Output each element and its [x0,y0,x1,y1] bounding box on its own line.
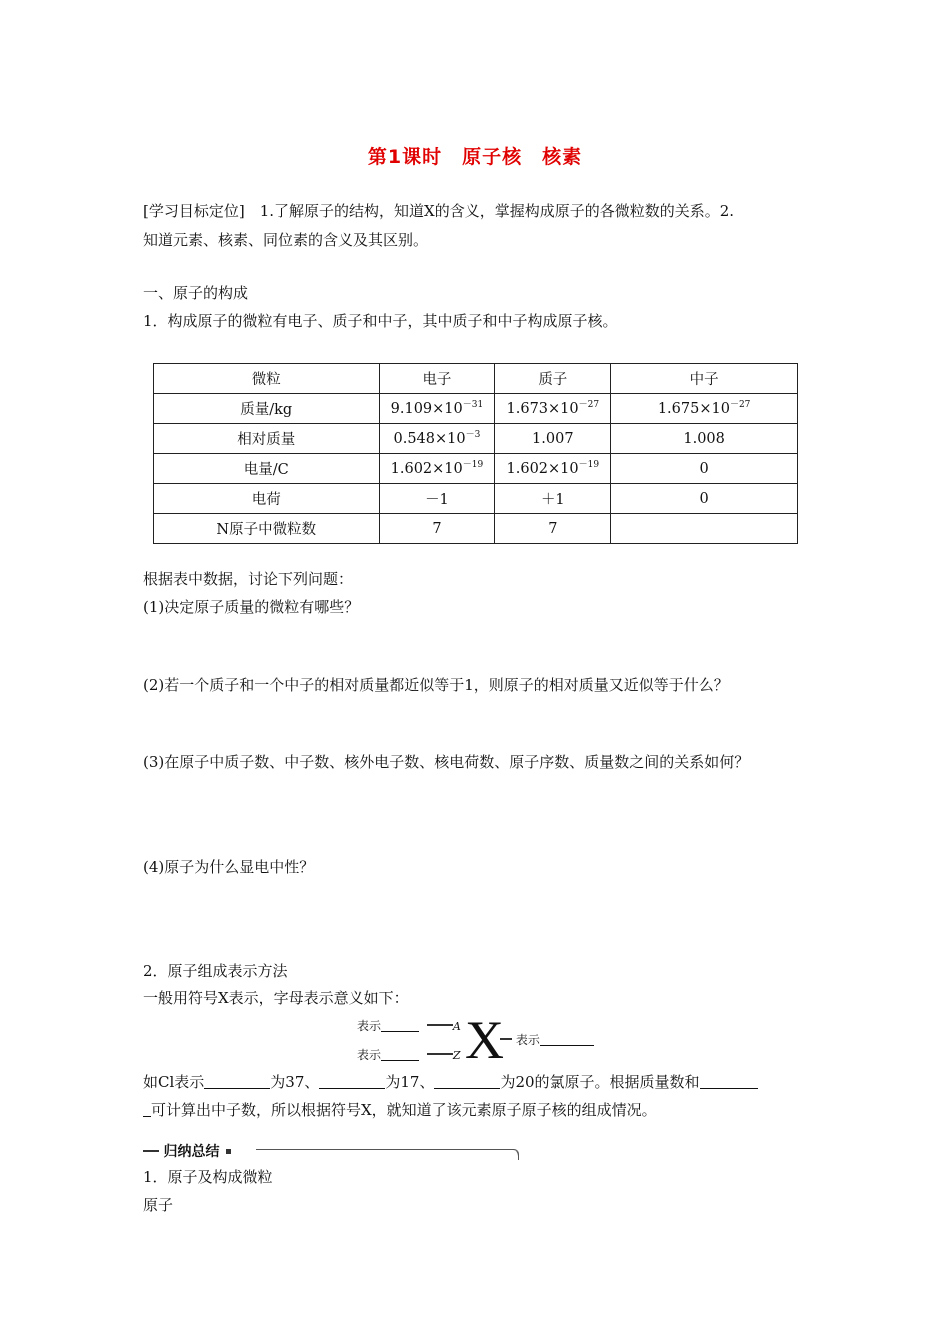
table-cell: ＋1 [495,484,611,514]
row-label: 电量/C [154,454,380,484]
row-label: 电荷 [154,484,380,514]
fill-in-line-2: 可计算出中子数，所以根据符号X，就知道了该元素原子原子核的组成情况。 [143,1099,657,1121]
table-header: 中子 [611,364,798,394]
table-cell [611,514,798,544]
blank-2[interactable] [319,1072,385,1089]
table-cell: 1.008 [611,424,798,454]
table-row [154,514,798,544]
summary-dash-icon [143,1150,159,1152]
table-cell: 0 [611,454,798,484]
table-header: 质子 [495,364,611,394]
element-symbol: X [465,1010,504,1070]
summary-rule [256,1149,519,1158]
objectives-line-2: 知道元素、核素、同位素的含义及其区别。 [143,231,429,249]
row-label: 质量/kg [154,394,380,424]
table-cell: 7 [495,514,611,544]
blank-1[interactable] [204,1072,270,1089]
square-bullet-icon [226,1149,231,1154]
discussion-intro: 根据表中数据，讨论下列问题： [143,570,354,588]
table-row [154,394,798,424]
table-header: 电子 [379,364,495,394]
summary-item-2: 原子 [143,1196,174,1214]
row-label: 相对质量 [154,424,380,454]
fill-in-line-1: 如Cl表示 为37、 为17、 为20的氯原子。根据质量数和 [143,1071,758,1093]
section-heading-atom-structure: 一、原子的构成 [143,284,249,302]
diagram-left-bottom-label: 表示 [357,1048,382,1062]
section2-heading: 2．原子组成表示方法 [143,962,288,980]
superscript-letter: A [452,1020,461,1033]
subscript-letter: Z [452,1049,461,1062]
blank-element [540,1034,594,1046]
objectives-line-1: [学习目标定位] 1.了解原子的结构，知道X的含义，掌握构成原子的各微粒数的关系。2. [143,202,735,220]
table-cell: $1.602\times 10^{-19}$ [379,454,495,484]
summary-header [143,1141,237,1161]
diagram-left-top-label: 表示 [357,1019,382,1033]
table-cell: 0 [611,484,798,514]
section1-item1: 1．构成原子的微粒有电子、质子和中子，其中质子和中子构成原子核。 [143,312,618,330]
table-cell: $9.109\times 10^{-31}$ [379,394,495,424]
table-row [154,424,798,454]
summary-label: 归纳总结 [163,1144,220,1160]
blank-atomic-number [381,1049,419,1061]
question-2: (2)若一个质子和一个中子的相对质量都近似等于1，则原子的相对质量又近似等于什么？ [143,676,729,694]
blank-4-continued[interactable] [143,1100,151,1117]
blank-mass-number [381,1020,419,1032]
row-label: N原子中微粒数 [154,514,380,544]
question-3: (3)在原子中质子数、中子数、核外电子数、核电荷数、原子序数、质量数之间的关系如何？ [143,753,750,771]
table-cell: $1.673\times 10^{-27}$ [495,394,611,424]
blank-3[interactable] [434,1072,500,1089]
diagram-right-label: 表示 [515,1033,540,1047]
table-header: 微粒 [154,364,380,394]
section2-intro: 一般用符号X表示，字母表示意义如下： [143,989,409,1007]
particle-table [153,363,798,544]
summary-item-1: 1．原子及构成微粒 [143,1168,273,1186]
table-cell: $1.675\times 10^{-27}$ [611,394,798,424]
table-row [154,484,798,514]
question-1: (1)决定原子质量的微粒有哪些？ [143,598,360,616]
table-cell: －1 [379,484,495,514]
table-cell: 1.007 [495,424,611,454]
table-row [154,454,798,484]
table-cell: 7 [379,514,495,544]
question-4: (4)原子为什么显电中性？ [143,858,315,876]
table-cell: $0.548\times 10^{-3}$ [379,424,495,454]
table-header-row [154,364,798,394]
blank-4[interactable] [700,1072,758,1089]
table-cell: $1.602\times 10^{-19}$ [495,454,611,484]
page-title: 第1课时 原子核 核素 [367,146,583,168]
